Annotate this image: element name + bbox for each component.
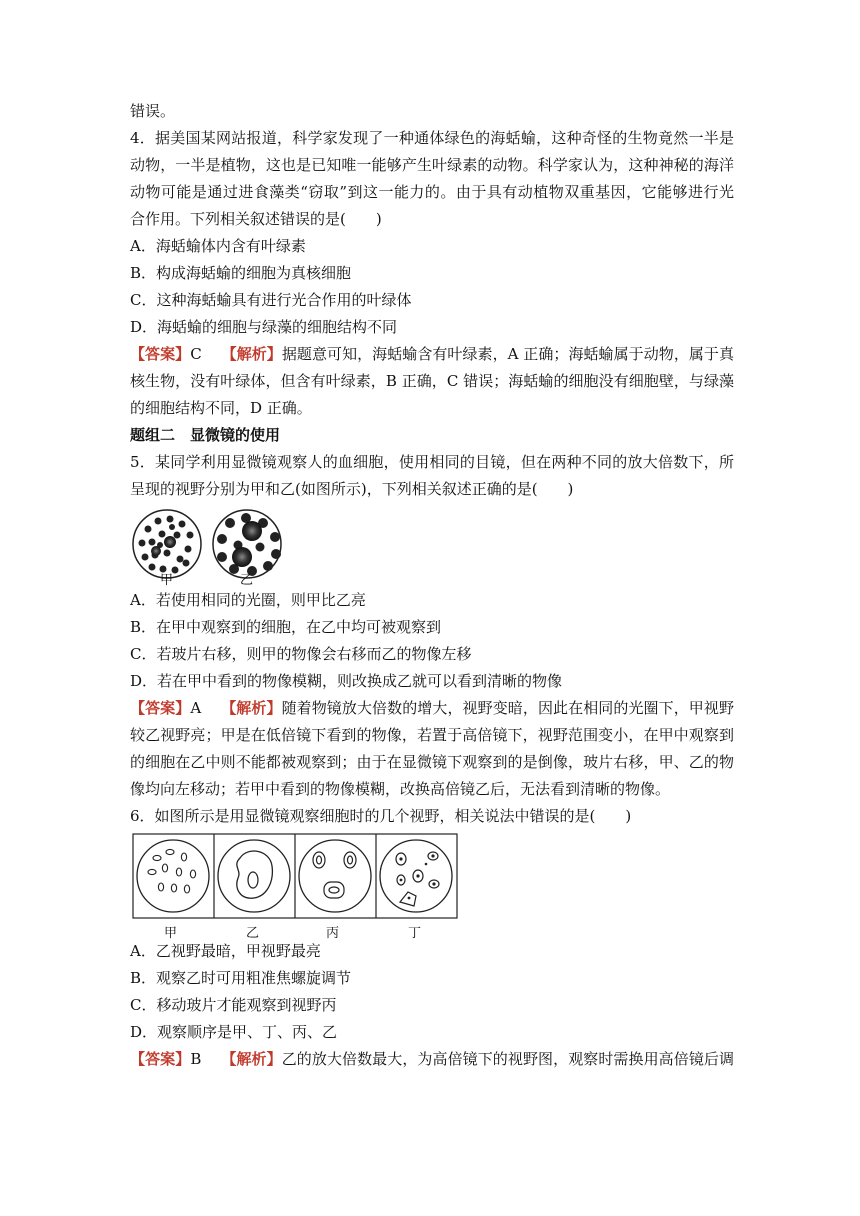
analysis-tag: 【解析】: [221, 345, 282, 363]
question-4-line-1: 4．据美国某网站报道，科学家发现了一种通体绿色的海蛞蝓，这种奇怪的生物竟然一半是: [130, 129, 734, 147]
figure-1-label-yi: 乙: [240, 573, 254, 588]
microscope-views-figure-1: [130, 507, 734, 587]
question-5-analysis-line-4: 像均向左移动；若甲中看到的物像模糊，改换高倍镜乙后，无法看到清晰的物像。: [130, 780, 671, 798]
question-4-answer-line: [130, 341, 734, 368]
document-page: [130, 98, 734, 1073]
question-4-option-a: A．海蛞蝓体内含有叶绿素: [130, 237, 306, 255]
question-6-answer-line: [130, 1046, 734, 1073]
question-6-line-1: 6．如图所示是用显微镜观察细胞时的几个视野，相关说法中错误的是( ): [130, 807, 632, 825]
question-5-option-b: B．在甲中观察到的细胞，在乙中均可被观察到: [130, 618, 442, 636]
figure-2-label-ding: 丁: [408, 926, 422, 941]
question-4-option-b: B．构成海蛞蝓的细胞为真核细胞: [130, 264, 352, 282]
question-6: [130, 803, 734, 1073]
question-5-line-1: 5．某同学利用显微镜观察人的血细胞，使用相同的目镜，但在两种不同的放大倍数下，所: [130, 453, 734, 471]
cell-views-image: [130, 832, 460, 922]
question-4-analysis-line-2: 核生物，没有叶绿体，但含有叶绿素，B 正确，C 错误；海蛞蝓的细胞没有细胞壁，与绿藻: [130, 372, 734, 390]
question-5-analysis-line-3: 的细胞在乙中则不能都被观察到；由于在显微镜下观察到的是倒像，玻片右移，甲、乙的物: [130, 753, 734, 771]
question-5-analysis-line-2: 较乙视野亮；甲是在低倍镜下看到的物像，若置于高倍镜下，视野范围变小，在甲中观察到: [130, 726, 734, 744]
question-5-option-d: D．若在甲中看到的物像模糊，则改换成乙就可以看到清晰的物像: [130, 672, 563, 690]
intro-tail: 错误。: [130, 102, 176, 120]
microscope-views-figure-2: [130, 832, 734, 941]
figure-2-label-yi: 乙: [246, 926, 260, 941]
question-4-line-3: 动物可能是通过进食藻类“窃取”到这一能力的。由于具有动植物双重基因，它能够进行光: [130, 183, 734, 201]
figure-2-label-bing: 丙: [326, 926, 340, 941]
question-4-analysis-line-3: 的细胞结构不同，D 正确。: [130, 399, 312, 417]
answer-value: C: [190, 345, 202, 363]
answer-value: B: [190, 1050, 202, 1068]
analysis-tag: 【解析】: [221, 699, 282, 717]
analysis-text: 据题意可知，海蛞蝓含有叶绿素，A 正确；海蛞蝓属于动物，属于真: [281, 345, 734, 363]
figure-1-label-jia: 甲: [160, 573, 174, 588]
section-heading: 题组二 显微镜的使用: [130, 426, 281, 444]
question-5-answer-line: [130, 695, 734, 722]
question-5: [130, 449, 734, 803]
answer-tag: 【答案】: [130, 1050, 191, 1068]
analysis-tag: 【解析】: [221, 1050, 282, 1068]
question-5-option-a: A．若使用相同的光圈，则甲比乙亮: [130, 591, 366, 609]
question-5-option-c: C．若玻片右移，则甲的物像会右移而乙的物像左移: [130, 645, 472, 663]
question-4-line-2: 动物，一半是植物，这也是已知唯一能够产生叶绿素的动物。科学家认为，这种神秘的海洋: [130, 156, 734, 174]
question-4-line-4: 合作用。下列相关叙述错误的是( ): [130, 210, 382, 228]
analysis-text: 乙的放大倍数最大，为高倍镜下的视野图，观察时需换用高倍镜后调: [281, 1050, 734, 1068]
question-4: [130, 125, 734, 422]
question-5-line-2: 呈现的视野分别为甲和乙(如图所示)，下列相关叙述正确的是( ): [130, 480, 574, 498]
question-6-option-c: C．移动玻片才能观察到视野丙: [130, 996, 337, 1014]
analysis-text: 随着物镜放大倍数的增大，视野变暗，因此在相同的光圈下，甲视野: [281, 699, 734, 717]
question-6-option-d: D．观察顺序是甲、丁、丙、乙: [130, 1023, 338, 1041]
answer-tag: 【答案】: [130, 345, 191, 363]
answer-value: A: [190, 699, 202, 717]
question-4-option-d: D．海蛞蝓的细胞与绿藻的细胞结构不同: [130, 318, 398, 336]
blood-cell-views-image: [130, 507, 290, 587]
question-4-option-c: C．这种海蛞蝓具有进行光合作用的叶绿体: [130, 291, 412, 309]
answer-tag: 【答案】: [130, 699, 191, 717]
question-6-option-b: B．观察乙时可用粗准焦螺旋调节: [130, 969, 352, 987]
question-6-option-a: A．乙视野最暗，甲视野最亮: [130, 942, 321, 960]
figure-2-label-jia: 甲: [164, 926, 178, 941]
